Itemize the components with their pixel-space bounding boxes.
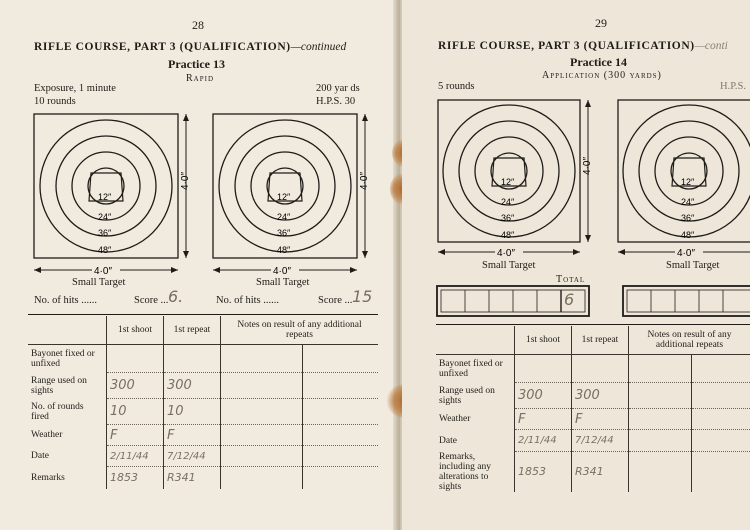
ring-12-label: 12″ (277, 192, 291, 202)
first-shoot-cell: 2/11/44 (515, 430, 572, 452)
width-label: 4·0″ (677, 248, 695, 259)
total-label: Total (556, 274, 586, 285)
table-row (436, 355, 750, 383)
ring-24-label: 24″ (681, 197, 695, 207)
first-repeat-cell: 300 (572, 383, 629, 409)
right-page (402, 0, 750, 530)
table-row (28, 399, 378, 425)
practice-type: Rapid (186, 73, 215, 84)
ring-12-label: 12″ (681, 177, 695, 187)
ring-48-label: 48″ (681, 230, 695, 240)
row-label: Bayonet fixed or unfixed (439, 358, 503, 379)
header-cell: 1st repeat (164, 316, 221, 345)
table-row (436, 430, 750, 452)
table-row (436, 383, 750, 409)
score-label: Score ... (318, 295, 353, 306)
ring-36-label: 36″ (98, 228, 112, 238)
label-header (436, 326, 515, 355)
ring-12-label: 12″ (501, 177, 515, 187)
first-shoot-cell: 10 (107, 399, 164, 425)
first-repeat-cell: R341 (572, 452, 629, 492)
ring-48-label: 48″ (277, 245, 291, 255)
ring-36-label: 36″ (501, 213, 515, 223)
first-repeat-cell: F (572, 409, 629, 430)
ring-48-label: 48″ (98, 245, 112, 255)
row-label: Bayonet fixed or unfixed (31, 348, 95, 369)
hps-text: H.P.S. 30 (316, 96, 356, 107)
first-shoot-cell (107, 345, 164, 373)
row-label: Remarks (31, 472, 65, 483)
first-repeat-cell: R341 (164, 467, 221, 489)
height-label: 4·0″ (582, 157, 593, 175)
first-repeat-cell: 300 (164, 373, 221, 399)
practice-title: Practice 13 (168, 57, 225, 71)
height-label: 4·0″ (359, 172, 370, 190)
first-shoot-cell: 1853 (515, 452, 572, 492)
record-table (28, 316, 378, 489)
target-caption: Small Target (72, 277, 126, 288)
practice-title: Practice 14 (570, 55, 627, 69)
total-value: 6 (564, 290, 575, 309)
row-label: Weather (31, 430, 63, 440)
hits-label: No. of hits ...... (216, 295, 279, 306)
table-top-rule (436, 324, 750, 325)
row-label: Date (439, 435, 457, 446)
ring-12-label: 12″ (98, 192, 112, 202)
row-label: No. of rounds fired (31, 401, 84, 422)
height-label: 4·0″ (180, 172, 191, 190)
first-shoot-cell (515, 355, 572, 383)
header-cell: 1st shoot (107, 316, 164, 345)
table-row (28, 425, 378, 446)
header-cell: 1st shoot (515, 326, 572, 355)
table-row (28, 373, 378, 399)
width-label: 4·0″ (273, 266, 291, 277)
table-row (28, 446, 378, 467)
table-row (436, 452, 750, 492)
first-repeat-cell: F (164, 425, 221, 446)
first-repeat-cell (572, 355, 629, 383)
target-diagram (28, 108, 198, 284)
score-value: 6. (168, 287, 184, 306)
first-repeat-cell: 10 (164, 399, 221, 425)
target-caption: Small Target (256, 277, 310, 288)
rounds-text: 10 rounds (34, 96, 76, 107)
header-cell: Notes on result of any additional repeats (629, 326, 750, 355)
table-row (436, 409, 750, 430)
row-label: Remarks, including any alterations to sights (439, 451, 491, 492)
header-cell: 1st repeat (572, 326, 629, 355)
hits-label: No. of hits ...... (34, 295, 97, 306)
label-header (28, 316, 107, 345)
target-caption: Small Target (482, 260, 536, 271)
first-shoot-cell: 1853 (107, 467, 164, 489)
score-value: 15 (352, 287, 373, 306)
table-top-rule (28, 314, 378, 315)
first-shoot-cell: 300 (107, 373, 164, 399)
header-cell: Notes on result of any additional repeats (221, 316, 379, 345)
ring-24-label: 24″ (98, 212, 112, 222)
ring-24-label: 24″ (501, 197, 515, 207)
range-text: 200 yar ds (316, 83, 360, 94)
target-diagram (614, 94, 750, 260)
width-label: 4·0″ (94, 266, 112, 277)
width-label: 4·0″ (497, 248, 515, 259)
ring-48-label: 48″ (501, 230, 515, 240)
rounds-text: 5 rounds (438, 81, 475, 92)
first-repeat-cell: 7/12/44 (164, 446, 221, 467)
score-label: Score ... (134, 295, 169, 306)
record-table (436, 326, 750, 492)
first-repeat-cell (164, 345, 221, 373)
hit-tally-boxes (622, 285, 750, 319)
ring-36-label: 36″ (277, 228, 291, 238)
course-heading: RIFLE COURSE, PART 3 (QUALIFICATION)—conti (438, 40, 728, 52)
ring-24-label: 24″ (277, 212, 291, 222)
row-label: Date (31, 451, 49, 461)
ring-36-label: 36″ (681, 213, 695, 223)
row-label: Range used on sights (31, 375, 87, 396)
page-number: 28 (192, 18, 204, 32)
row-label: Range used on sights (439, 385, 495, 406)
table-row (28, 345, 378, 373)
row-label: Weather (439, 414, 471, 424)
first-repeat-cell: 7/12/44 (572, 430, 629, 452)
first-shoot-cell: F (515, 409, 572, 430)
hps-text: H.P.S. (720, 81, 746, 92)
target-diagram (207, 108, 377, 284)
target-caption: Small Target (666, 260, 720, 271)
practice-type: Application (300 yards) (542, 70, 662, 81)
first-shoot-cell: F (107, 425, 164, 446)
course-heading: RIFLE COURSE, PART 3 (QUALIFICATION)—continued (34, 41, 347, 53)
page-number: 29 (595, 16, 607, 30)
first-shoot-cell: 2/11/44 (107, 446, 164, 467)
first-shoot-cell: 300 (515, 383, 572, 409)
target-diagram (434, 94, 604, 260)
table-row (28, 467, 378, 489)
exposure-text: Exposure, 1 minute (34, 83, 116, 94)
